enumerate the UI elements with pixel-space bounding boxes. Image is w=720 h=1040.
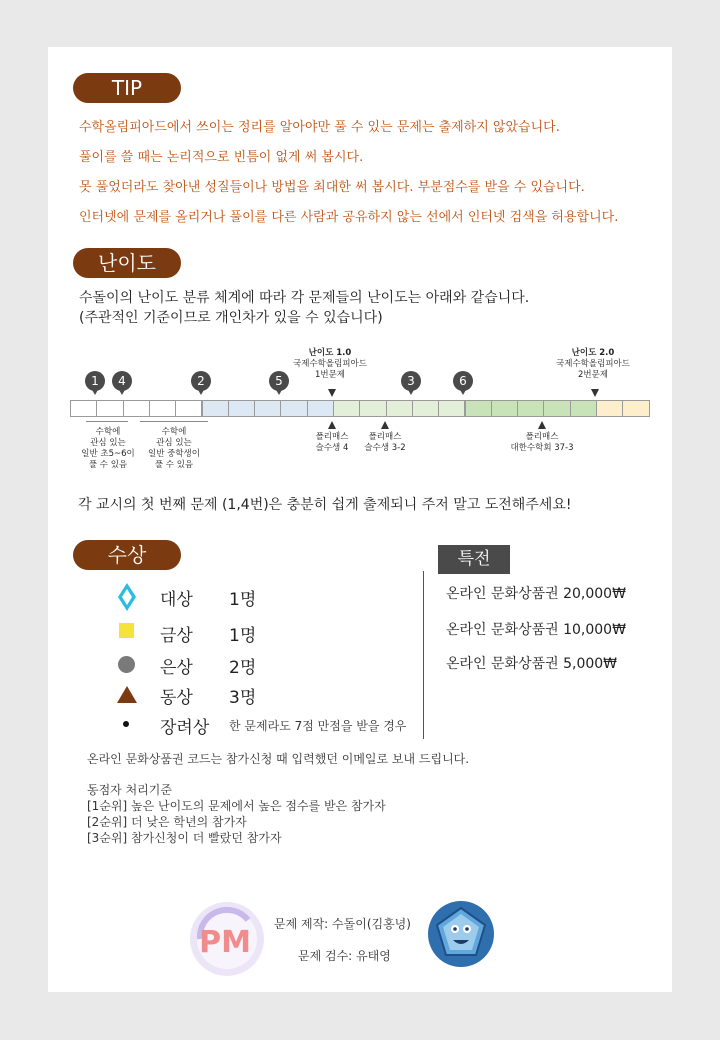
scale-cell (123, 400, 150, 417)
scale-cell (175, 400, 202, 417)
tie-rule-3: [3순위] 참가신청이 더 빨랐던 참가자 (87, 831, 282, 845)
ref-2: 폴리매스 슬수생 3-2 (364, 432, 406, 453)
prize-grand: 온라인 문화상품권 20,000₩ (446, 586, 626, 602)
dot-icon (123, 721, 129, 727)
scale-cell (307, 400, 334, 417)
problem-marker-1: 1 (85, 371, 105, 391)
scale-cell (543, 400, 570, 417)
diamond-icon (117, 582, 137, 612)
awards-heading: 수상 (73, 540, 181, 570)
scale-cell (438, 400, 465, 417)
problem-marker-2: 2 (191, 371, 211, 391)
tip-line-4: 인터넷에 문제를 올리거나 풀이를 다른 사람과 공유하지 않는 선에서 인터넷 검색을 허용합니다. (79, 210, 619, 225)
problem-marker-3: 3 (401, 371, 421, 391)
problem-marker-4: 4 (112, 371, 132, 391)
scale-cell (254, 400, 281, 417)
scale-cell (465, 400, 492, 417)
prize-gold: 온라인 문화상품권 10,000₩ (446, 622, 626, 638)
note-2: 수학에 관심 있는 일반 중학생이 풀 수 있음 (148, 427, 200, 470)
scale-cell (386, 400, 413, 417)
award-grand-name: 대상 (160, 590, 193, 610)
square-icon (119, 623, 134, 638)
award-bronze-name: 동상 (160, 688, 193, 708)
scale-cell (280, 400, 307, 417)
tie-rule-1: [1순위] 높은 난이도의 문제에서 높은 점수를 받은 참가자 (87, 799, 386, 813)
award-encouragement-note: 한 문제라도 7점 만점을 받을 경우 (229, 719, 407, 733)
triangle-icon (117, 686, 137, 703)
award-silver-name: 은상 (160, 658, 193, 678)
scale-cell (491, 400, 518, 417)
tip-line-3: 못 풀었더라도 찾아낸 성질들이나 방법을 최대한 써 봅시다. 부분점수를 받을 수 있습니다. (79, 180, 585, 195)
note-2-rule (140, 421, 208, 422)
sudoli-mascot-logo (427, 900, 495, 968)
scale-cell (517, 400, 544, 417)
circle-icon (118, 656, 135, 673)
award-gold-name: 금상 (160, 626, 193, 646)
award-encouragement-name: 장려상 (160, 718, 210, 738)
difficulty-footer: 각 교시의 첫 번째 문제 (1,4번)은 충분히 쉽게 출제되니 주저 말고 도전해주세요! (78, 497, 572, 513)
level-1-label: 난이도 1.0 국제수학올림피아드 1번문제 (293, 348, 367, 380)
awards-divider (423, 571, 424, 739)
credit-reviewer: 문제 검수: 유태영 (298, 949, 391, 963)
ref-1-pointer (328, 421, 336, 429)
difficulty-intro-1: 수돌이의 난이도 분류 체계에 따라 각 문제들의 난이도는 아래와 같습니다. (79, 290, 530, 306)
scale-cell (228, 400, 255, 417)
scale-cell (622, 400, 649, 417)
difficulty-heading: 난이도 (73, 248, 181, 278)
tip-line-1: 수학올림피아드에서 쓰이는 정리를 알아야만 풀 수 있는 문제는 출제하지 않았습니다. (79, 120, 560, 135)
award-gold-count: 1명 (229, 626, 257, 646)
tie-title: 동점자 처리기준 (87, 783, 172, 797)
scale-cell (570, 400, 597, 417)
ref-1: 폴리매스 슬수생 4 (315, 432, 349, 453)
pm-logo (188, 900, 266, 978)
level-2-label: 난이도 2.0 국제수학올림피아드 2번문제 (556, 348, 630, 380)
award-bronze-count: 3명 (229, 688, 257, 708)
problem-marker-6: 6 (453, 371, 473, 391)
ref-3-pointer (538, 421, 546, 429)
scale-cell (96, 400, 123, 417)
scale-cell (412, 400, 439, 417)
svg-text:PM: PM (199, 925, 251, 960)
tie-rule-2: [2순위] 더 낮은 학년의 참가자 (87, 815, 247, 829)
problem-marker-5: 5 (269, 371, 289, 391)
prize-silver: 온라인 문화상품권 5,000₩ (446, 656, 618, 672)
ref-2-pointer (381, 421, 389, 429)
award-grand-count: 1명 (229, 590, 257, 610)
difficulty-intro-2: (주관적인 기준이므로 개인차가 있을 수 있습니다) (79, 310, 383, 326)
email-note: 온라인 문화상품권 코드는 참가신청 때 입력했던 이메일로 보내 드립니다. (87, 752, 470, 766)
scale-cell (202, 400, 229, 417)
note-1: 수학에 관심 있는 일반 초5~6이 풀 수 있음 (81, 427, 135, 470)
level-1-pointer (328, 389, 336, 397)
tip-line-2: 풀이를 쓸 때는 논리적으로 빈틈이 없게 써 봅시다. (79, 150, 364, 165)
scale-cell (333, 400, 360, 417)
scale-cell (359, 400, 386, 417)
scale-cell (70, 400, 97, 417)
award-silver-count: 2명 (229, 658, 257, 678)
credit-author: 문제 제작: 수돌이(김홍녕) (274, 917, 411, 931)
tip-heading: TIP (73, 73, 181, 103)
level-2-pointer (591, 389, 599, 397)
scale-cell (596, 400, 623, 417)
page (48, 47, 672, 992)
ref-3: 폴리매스 대한수학회 37-3 (510, 432, 574, 453)
scale-cell (149, 400, 176, 417)
note-1-rule (86, 421, 128, 422)
special-heading: 특전 (438, 545, 510, 574)
